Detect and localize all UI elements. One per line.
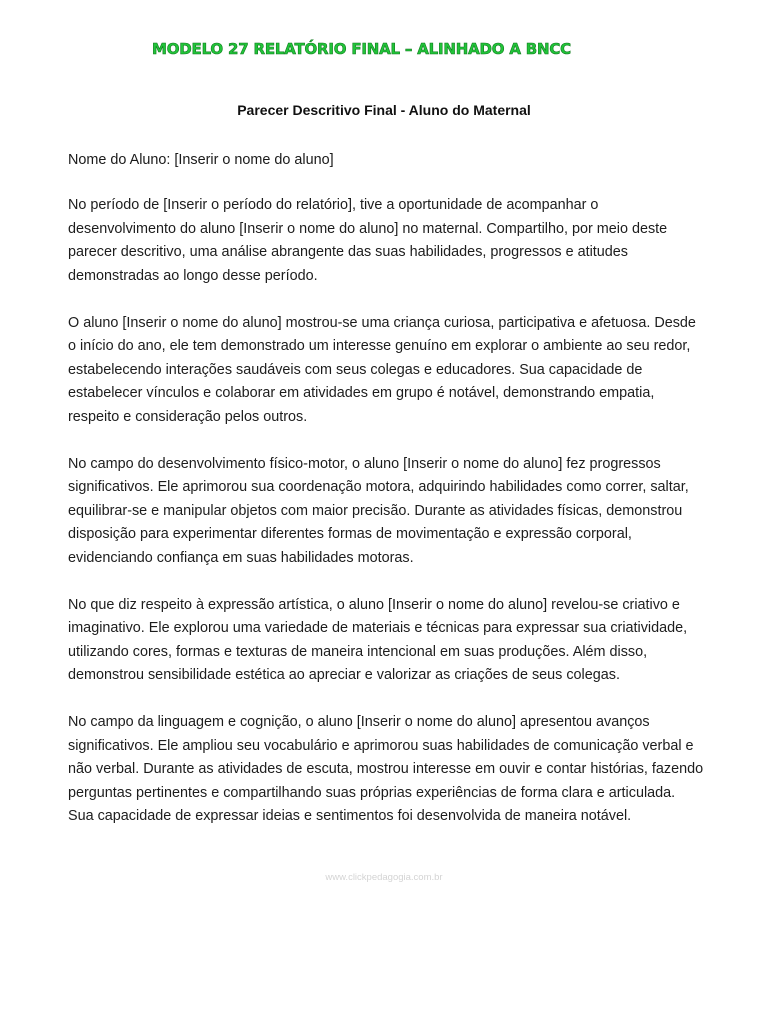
document-subtitle: Parecer Descritivo Final - Aluno do Maternal [237, 102, 531, 118]
paragraph-period: No período de [Inserir o período do relatório], tive a oportunidade de acompanhar o desenvolvimento do aluno [Inserir o nome do aluno] no maternal. Compartilho, por meio deste parecer descritivo, uma análise abrangente das suas habilidades, progressos e atitudes demonstradas ao longo desse período. [68, 197, 668, 284]
student-name-line: Nome do Aluno: [Inserir o nome do aluno] [68, 152, 334, 168]
paragraph-social: O aluno [Inserir o nome do aluno] mostrou-se uma criança curiosa, participativa e afetuosa. Desde o início do ano, ele tem demonstrado um interesse genuíno em explorar o ambiente ao seu redor, estabelecendo interações saudáveis com seus colegas e educadores. Sua capacidade de estabelecer vínculos e colaborar em atividades em grupo é notável, demonstrando empatia, respeito e consideração pelos outros. [68, 314, 696, 425]
document-body [68, 194, 704, 852]
watermark: www.clickpedagogia.com.br [325, 872, 443, 883]
paragraph-language: No campo da linguagem e cognição, o aluno [Inserir o nome do aluno] apresentou avanços significativos. Ele ampliou seu vocabulário e aprimorou suas habilidades de comunicação verbal e não verbal. Durante as atividades de escuta, mostrou interesse em ouvir e contar histórias, fazendo perguntas pertinentes e compartilhando suas próprias experiências de forma clara e articulada. Sua capacidade de expressar ideias e sentimentos foi desenvolvida de maneira notável. [68, 714, 704, 824]
document-title: MODELO 27 RELATÓRIO FINAL – ALINHADO A BNCC [152, 40, 571, 58]
paragraph-artistic: No que diz respeito à expressão artística, o aluno [Inserir o nome do aluno] revelou-se criativo e imaginativo. Ele explorou uma variedade de materiais e técnicas para expressar sua criatividade, utilizando cores, formas e texturas de maneira intencional em suas produções. Além disso, demonstrou sensibilidade estética ao apreciar e valorizar as criações de seus colegas. [68, 596, 688, 683]
paragraph-physical-motor: No campo do desenvolvimento físico-motor, o aluno [Inserir o nome do aluno] fez progressos significativos. Ele aprimorou sua coordenação motora, adquirindo habilidades como correr, saltar, equilibrar-se e manipular objetos com maior precisão. Durante as atividades físicas, demonstrou disposição para experimentar diferentes formas de movimentação e expressão corporal, evidenciando confiança em suas habilidades motoras. [68, 455, 689, 566]
